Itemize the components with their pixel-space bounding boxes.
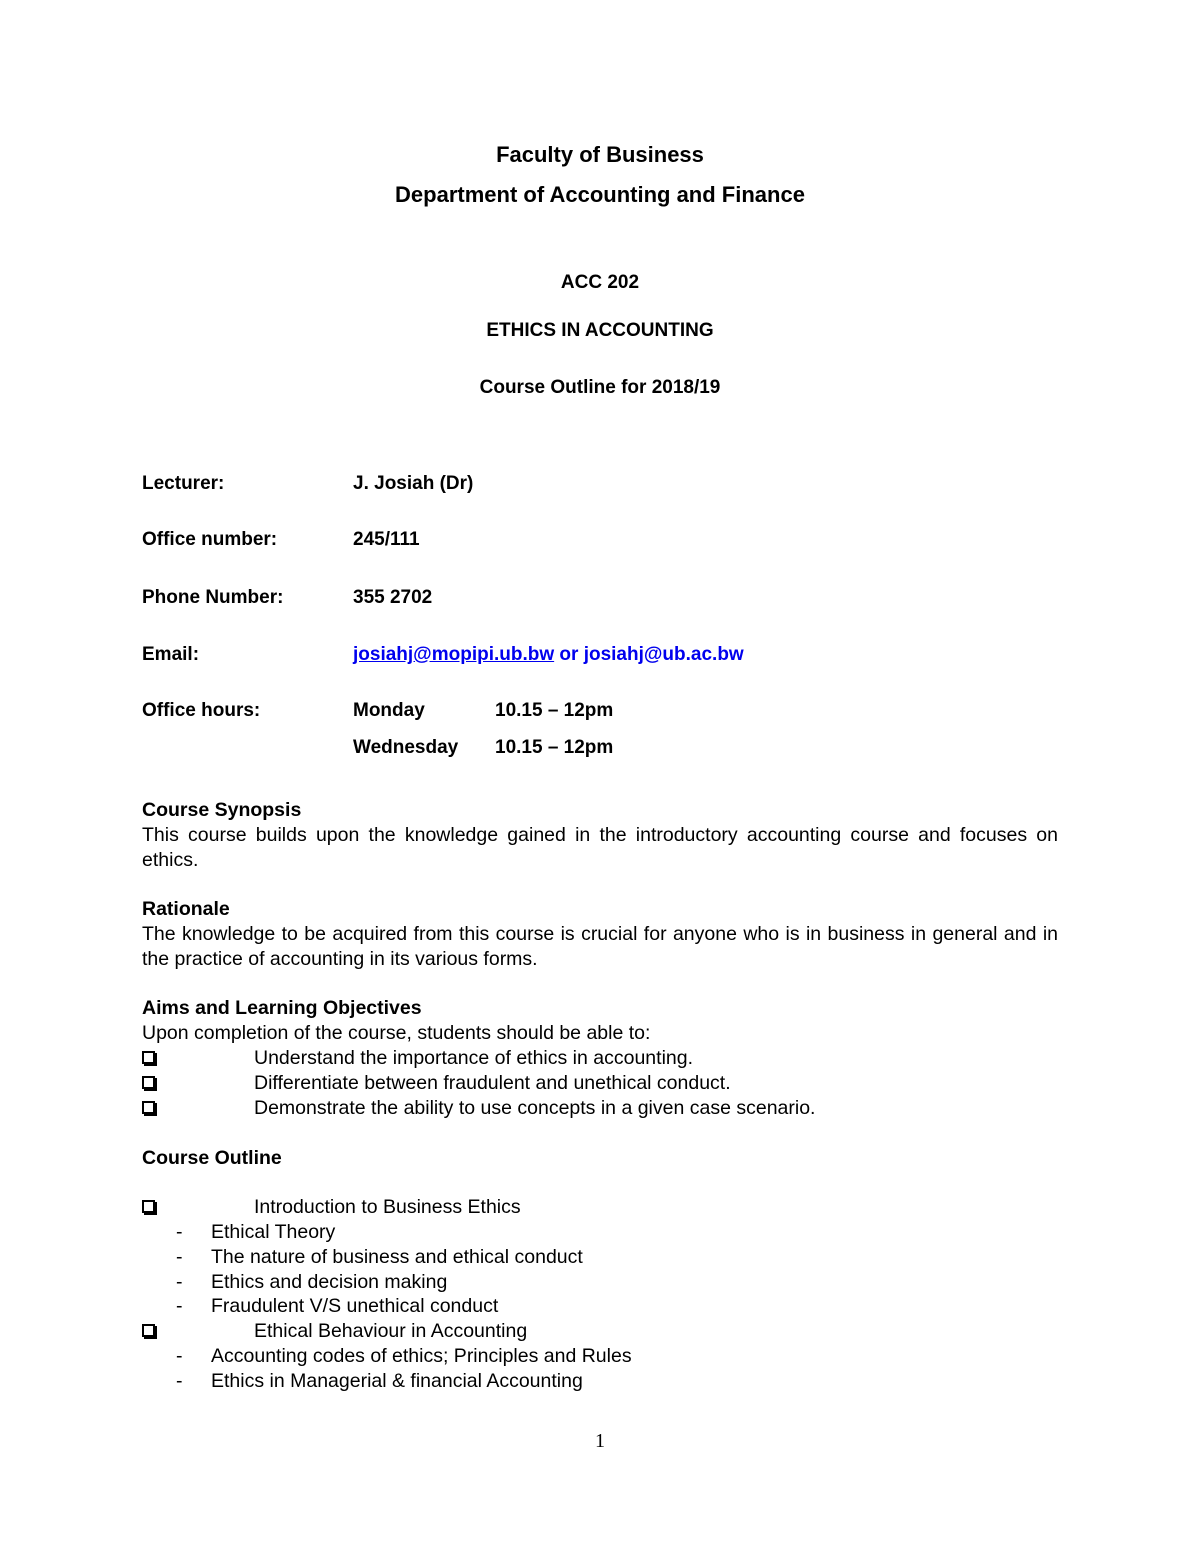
- outline-subtopic-text: The nature of business and ethical conduct: [211, 1246, 583, 1268]
- dash-bullet: -: [176, 1370, 183, 1392]
- office-hours-time: 10.15 – 12pm: [495, 700, 614, 721]
- office-hours-day: Monday: [353, 700, 425, 721]
- checkbox-bullet-icon: [142, 1200, 155, 1213]
- dash-bullet: -: [176, 1221, 183, 1243]
- email-values: [353, 644, 744, 666]
- dash-bullet: -: [176, 1295, 183, 1317]
- outline-topic-name: Ethical Behaviour in Accounting: [254, 1320, 528, 1342]
- rationale-body: The knowledge to be acquired from this course is crucial for anyone who is in business in general and in the practice of accounting in its various forms.: [142, 923, 1058, 970]
- checkbox-bullet-icon: [142, 1101, 155, 1114]
- outline-subtopic-text: Ethical Theory: [211, 1221, 336, 1243]
- outline-subtopic-text: Accounting codes of ethics; Principles and Rules: [211, 1345, 632, 1367]
- outline-section: [142, 1146, 1058, 1171]
- checkbox-bullet-icon: [142, 1051, 155, 1064]
- email-secondary: josiahj@ub.ac.bw: [583, 644, 744, 665]
- office-hours-time: 10.15 – 12pm: [495, 737, 614, 758]
- synopsis-title: Course Synopsis: [142, 799, 302, 821]
- synopsis-body: This course builds upon the knowledge gained in the introductory accounting course and focuses on ethics.: [142, 824, 1058, 871]
- outline-subtopic-text: Ethics and decision making: [211, 1271, 448, 1293]
- phone-label: Phone Number:: [142, 587, 284, 608]
- office-hours-day: Wednesday: [353, 737, 459, 758]
- dash-bullet: -: [176, 1271, 183, 1293]
- outline-subtopic-text: Ethics in Managerial & financial Accounting: [211, 1370, 583, 1392]
- aims-item-text: Understand the importance of ethics in accounting.: [254, 1047, 694, 1069]
- outline-topic-name: Introduction to Business Ethics: [254, 1196, 521, 1218]
- course-title: ETHICS IN ACCOUNTING: [486, 320, 714, 341]
- rationale-section: [142, 897, 1058, 972]
- checkbox-bullet-icon: [142, 1076, 155, 1089]
- email-label: Email:: [142, 644, 200, 665]
- email-primary-link[interactable]: josiahj@mopipi.ub.bw: [353, 644, 555, 665]
- office-value: 245/111: [353, 529, 420, 550]
- phone-value: 355 2702: [353, 587, 433, 608]
- outline-title-heading: Course Outline: [142, 1147, 282, 1169]
- rationale-title: Rationale: [142, 898, 230, 920]
- aims-intro: Upon completion of the course, students should be able to:: [142, 1022, 651, 1044]
- dash-bullet: -: [176, 1345, 183, 1367]
- office-label: Office number:: [142, 529, 278, 550]
- faculty-heading: Faculty of Business: [496, 142, 704, 167]
- outline-title: Course Outline for 2018/19: [479, 377, 721, 398]
- aims-section: [142, 996, 1058, 1046]
- aims-item-text: Demonstrate the ability to use concepts in a given case scenario.: [254, 1097, 816, 1119]
- synopsis-section: [142, 798, 1058, 873]
- dash-bullet: -: [176, 1246, 183, 1268]
- department-heading: Department of Accounting and Finance: [395, 182, 805, 207]
- email-separator: or: [554, 644, 584, 665]
- page-number: 1: [595, 1430, 605, 1452]
- lecturer-value: J. Josiah (Dr): [353, 473, 474, 494]
- aims-item-text: Differentiate between fraudulent and unethical conduct.: [254, 1072, 731, 1094]
- course-code: ACC 202: [560, 272, 640, 293]
- checkbox-bullet-icon: [142, 1324, 155, 1337]
- outline-subtopic-text: Fraudulent V/S unethical conduct: [211, 1295, 499, 1317]
- office-hours-label: Office hours:: [142, 700, 261, 721]
- lecturer-label: Lecturer:: [142, 473, 225, 494]
- aims-title: Aims and Learning Objectives: [142, 997, 422, 1019]
